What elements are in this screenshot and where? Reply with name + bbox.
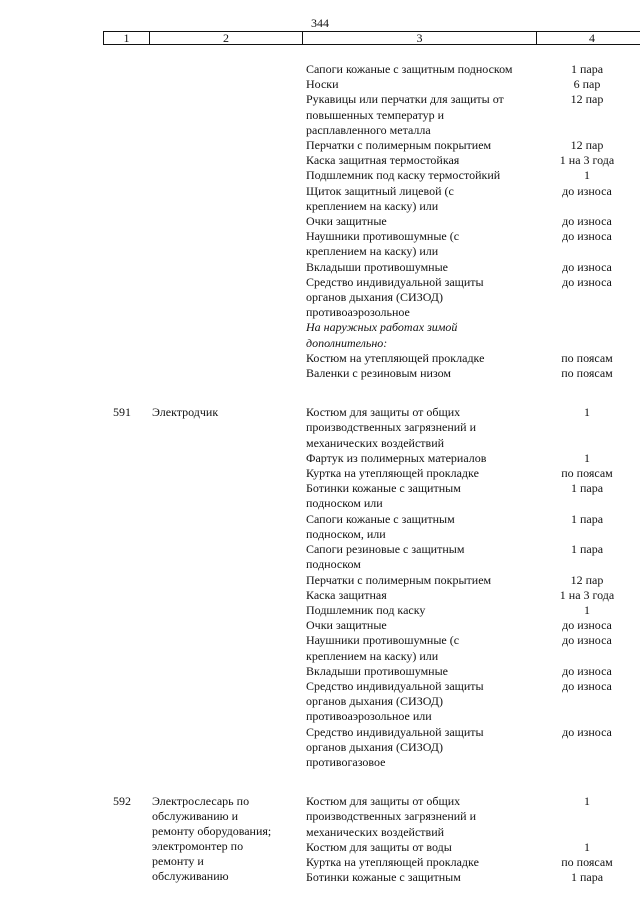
table-row: [306, 466, 640, 481]
table-row: [306, 229, 640, 259]
table-body: [0, 62, 640, 885]
item-name: Носки: [306, 77, 339, 92]
table-row: [306, 573, 640, 588]
table-row: [306, 451, 640, 466]
item-quantity: 1: [584, 839, 590, 854]
table-row: [306, 542, 640, 572]
group-items: [306, 794, 640, 885]
group-profession: Электродчик: [152, 405, 219, 420]
item-quantity: до износа: [562, 214, 612, 229]
item-quantity: по поясам: [561, 350, 613, 365]
item-quantity: до износа: [562, 183, 612, 198]
item-name: Перчатки с полимерным покрытием: [306, 572, 492, 587]
item-quantity: до износа: [562, 663, 612, 678]
table-row: [306, 214, 640, 229]
item-name: Костюм для защиты от общих производственных загрязнений и механических воздействий: [306, 405, 477, 450]
item-name: Подшлемник под каску термостойкий: [306, 168, 501, 183]
table-header: [103, 31, 640, 45]
table-row: [306, 618, 640, 633]
header-col-1: 1: [123, 31, 130, 45]
item-quantity: по поясам: [561, 854, 613, 869]
item-quantity: 12 пар: [570, 138, 604, 153]
item-quantity: 1 пара: [570, 481, 604, 496]
table-row: [306, 260, 640, 275]
page-number: 344: [311, 16, 329, 30]
table-group: [0, 405, 640, 770]
item-name: Перчатки с полимерным покрытием: [306, 138, 492, 153]
table-row: [306, 77, 640, 92]
item-name: Щиток защитный лицевой (с креплением на каску) или: [306, 183, 454, 213]
table-row: [306, 62, 640, 77]
table-row: [306, 153, 640, 168]
item-name: Каска защитная термостойкая: [306, 153, 460, 168]
item-quantity: 12 пар: [570, 572, 604, 587]
item-name: Костюм для защиты от воды: [306, 839, 452, 854]
header-col-3: 3: [302, 32, 536, 44]
item-name: На наружных работах зимой дополнительно:: [306, 320, 458, 350]
item-name: Средство индивидуальной защиты органов дыхания (СИЗОД) противоаэрозольное: [306, 274, 484, 320]
header-col-4: 4: [536, 32, 640, 44]
item-name: Рукавицы или перчатки для защиты от повышенных температур и расплавленного металла: [306, 92, 504, 137]
group-number: 592: [113, 794, 131, 809]
item-name: Средство индивидуальной защиты органов дыхания (СИЗОД) противоаэрозольное или: [306, 678, 484, 724]
item-quantity: 1 на 3 года: [559, 153, 615, 168]
table-row: [306, 320, 640, 350]
item-quantity: по поясам: [561, 366, 613, 381]
item-quantity: 1 пара: [570, 870, 604, 885]
table-row: [306, 481, 640, 511]
header-col-2: 2: [149, 32, 302, 44]
item-name: Куртка на утепляющей прокладке: [306, 466, 479, 481]
item-quantity: 1: [584, 602, 590, 617]
table-row: [306, 138, 640, 153]
item-name: Каска защитная: [306, 587, 387, 602]
item-name: Сапоги кожаные с защитным подноском: [306, 62, 513, 76]
group-items: [306, 62, 640, 381]
item-name: Наушники противошумные (с креплением на каску) или: [306, 633, 460, 663]
item-name: Очки защитные: [306, 618, 387, 633]
item-quantity: до износа: [562, 618, 612, 633]
item-quantity: 1 на 3 года: [559, 587, 615, 602]
item-quantity: 1 пара: [570, 62, 604, 76]
item-name: Валенки с резиновым низом: [306, 366, 452, 381]
item-quantity: 6 пар: [573, 77, 601, 92]
table-row: [306, 366, 640, 381]
table-row: [306, 840, 640, 855]
table-row: [306, 603, 640, 618]
item-name: Фартук из полимерных материалов: [306, 450, 487, 465]
table-row: [306, 794, 640, 840]
table-row: [306, 855, 640, 870]
table-row: [306, 725, 640, 771]
item-name: Средство индивидуальной защиты органов дыхания (СИЗОД) противогазовое: [306, 724, 484, 769]
table-row: [306, 870, 640, 885]
item-name: Костюм на утепляющей прокладке: [306, 350, 485, 365]
table-group: [0, 794, 640, 885]
item-name: Очки защитные: [306, 214, 387, 229]
table-row: [306, 184, 640, 214]
item-name: Ботинки кожаные с защитным: [306, 870, 461, 885]
item-quantity: 1 пара: [570, 511, 604, 526]
item-name: Наушники противошумные (с креплением на каску) или: [306, 229, 460, 259]
item-name: Костюм для защиты от общих производственных загрязнений и механических воздействий: [306, 794, 477, 839]
item-quantity: 1: [584, 450, 590, 465]
table-group: [0, 62, 640, 381]
item-quantity: 1 пара: [570, 542, 604, 557]
table-row: [306, 679, 640, 725]
item-name: Сапоги резиновые с защитным подноском: [306, 542, 465, 572]
group-number: 591: [113, 405, 131, 420]
table-row: [306, 633, 640, 663]
item-quantity: до износа: [562, 229, 612, 244]
item-quantity: 1: [584, 405, 590, 420]
item-quantity: до износа: [562, 678, 612, 693]
item-quantity: по поясам: [561, 466, 613, 481]
item-name: Куртка на утепляющей прокладке: [306, 854, 479, 869]
item-name: Вкладыши противошумные: [306, 259, 448, 274]
item-name: Сапоги кожаные с защитным подноском, или: [306, 511, 455, 541]
item-quantity: 12 пар: [570, 92, 604, 107]
table-row: [306, 92, 640, 138]
item-quantity: до износа: [562, 633, 612, 648]
item-name: Подшлемник под каску: [306, 602, 426, 617]
item-quantity: 1: [584, 168, 590, 183]
table-row: [306, 168, 640, 183]
table-row: [306, 275, 640, 321]
group-items: [306, 405, 640, 770]
item-name: Вкладыши противошумные: [306, 663, 448, 678]
table-row: [306, 588, 640, 603]
item-name: Ботинки кожаные с защитным подноском или: [306, 481, 461, 511]
item-quantity: до износа: [562, 274, 612, 289]
table-row: [306, 351, 640, 366]
table-row: [306, 512, 640, 542]
group-profession: Электрослесарь по обслуживанию и ремонту оборудования; электромонтер по ремонту и обслуживанию: [152, 794, 272, 884]
table-row: [306, 664, 640, 679]
table-row: [306, 405, 640, 451]
item-quantity: до износа: [562, 724, 612, 739]
item-quantity: 1: [584, 794, 590, 809]
item-quantity: до износа: [562, 259, 612, 274]
